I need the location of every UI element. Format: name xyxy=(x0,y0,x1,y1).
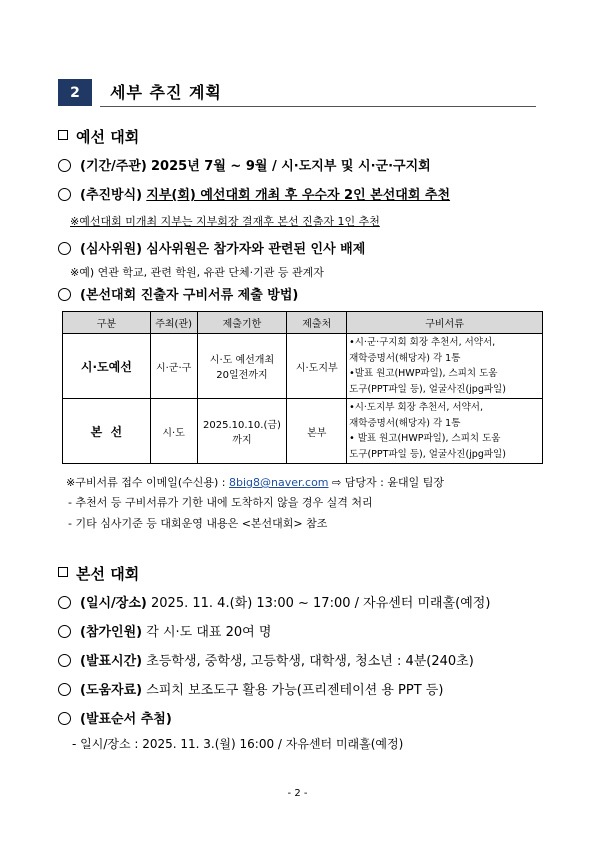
square-bullet-icon xyxy=(58,567,68,577)
doc-line: •발표 원고(HWP파일), 스피치 도움 xyxy=(349,368,498,379)
table-cell-deadline xyxy=(197,399,287,464)
circle-bullet-icon xyxy=(58,288,71,301)
contact-person: ⇨ 담당자 : 윤대일 팀장 xyxy=(328,476,444,489)
doc-line: • 발표 원고(HWP파일), 스피치 도움 xyxy=(349,433,501,444)
table-cell-category: 시·도예선 xyxy=(63,334,151,399)
section-divider xyxy=(100,106,536,107)
square-bullet-icon xyxy=(58,130,68,140)
final-heading xyxy=(58,563,139,584)
table-row xyxy=(63,334,543,399)
prelim-note-1 xyxy=(70,213,380,229)
prelim-item-method xyxy=(58,184,450,203)
doc-line: 도구(PPT파일 등), 얼굴사진(jpg파일) xyxy=(349,383,506,395)
prelim-note-2: ※예) 연관 학교, 관련 학원, 유관 단체·기관 등 관계자 xyxy=(70,266,324,279)
table-header-row xyxy=(63,312,543,334)
item-label: (심사위원) xyxy=(80,242,143,257)
requirements-table xyxy=(62,311,543,464)
dash-note-1: - 추천서 등 구비서류가 기한 내에 도착하지 않을 경우 실격 처리 xyxy=(68,496,373,509)
item-text: 스피치 보조도구 활용 가능(프리젠테이션 용 PPT 등) xyxy=(146,683,444,698)
note-text: ※예선대회 미개최 지부는 지부회장 결재후 본선 진출자 1인 추천 xyxy=(70,215,380,228)
circle-bullet-icon xyxy=(58,596,71,609)
final-item-datetime xyxy=(58,592,490,611)
item-label: (도움자료) xyxy=(80,683,143,698)
prelim-item-judges xyxy=(58,238,365,257)
table-cell-documents xyxy=(347,334,543,399)
item-label: (일시/장소) xyxy=(80,596,147,611)
doc-line: 도구(PPT파일 등), 얼굴사진(jpg파일) xyxy=(349,448,506,460)
email-note xyxy=(66,474,444,490)
item-label: (추진방식) xyxy=(80,188,143,203)
final-item-time xyxy=(58,650,474,669)
final-item-aids xyxy=(58,679,443,698)
circle-bullet-icon xyxy=(58,683,71,696)
doc-line: •시·도지부 회장 추천서, 서약서, xyxy=(349,402,483,413)
final-dash-note: - 일시/장소 : 2025. 11. 3.(월) 16:00 / 자유센터 미래홀(예정) xyxy=(72,737,404,751)
item-text: 심사위원은 참가자와 관련된 인사 배제 xyxy=(146,242,366,257)
table-header-cell: 구분 xyxy=(63,312,151,334)
email-note-prefix: ※구비서류 접수 이메일(수신용) : xyxy=(66,476,230,489)
table-cell-documents xyxy=(347,399,543,464)
circle-bullet-icon xyxy=(58,188,71,201)
table-cell-destination: 본부 xyxy=(287,399,347,464)
section-number-badge: 2 xyxy=(58,79,92,106)
table-header-cell: 제출기한 xyxy=(197,312,287,334)
table-cell-host: 시·군·구 xyxy=(150,334,197,399)
deadline-line: 까지 xyxy=(232,435,252,446)
prelim-item-period xyxy=(58,155,431,174)
table-cell-host: 시·도 xyxy=(150,399,197,464)
deadline-line: 20일전까지 xyxy=(216,370,268,381)
table-cell-destination: 시·도지부 xyxy=(287,334,347,399)
prelim-heading xyxy=(58,126,139,147)
final-item-draw xyxy=(58,708,172,727)
item-label: (발표순서 추첨) xyxy=(80,712,172,727)
dash-note-2: - 기타 심사기준 등 대회운영 내용은 <본선대회> 참조 xyxy=(68,517,328,530)
circle-bullet-icon xyxy=(58,159,71,172)
final-item-participants xyxy=(58,621,271,640)
item-text: 초등학생, 중학생, 고등학생, 대학생, 청소년 : 4분(240초) xyxy=(146,654,474,669)
section-title: 세부 추진 계획 xyxy=(110,83,222,102)
final-heading-text: 본선 대회 xyxy=(76,565,140,583)
table-row xyxy=(63,399,543,464)
table-header-cell: 주최(관) xyxy=(150,312,197,334)
table-cell-category: 본 선 xyxy=(63,399,151,464)
item-label: (발표시간) xyxy=(80,654,143,669)
item-label: (기간/주관) xyxy=(80,159,147,174)
circle-bullet-icon xyxy=(58,654,71,667)
item-text: 지부(회) 예선대회 개최 후 우수자 2인 본선대회 추천 xyxy=(146,188,451,203)
item-label: (참가인원) xyxy=(80,625,143,640)
item-label: (본선대회 진출자 구비서류 제출 방법) xyxy=(80,288,299,303)
table-header-cell: 구비서류 xyxy=(347,312,543,334)
page-number: - 2 - xyxy=(287,788,308,799)
circle-bullet-icon xyxy=(58,712,71,725)
item-text: 2025년 7월 ~ 9월 / 시·도지부 및 시·군·구지회 xyxy=(151,159,431,174)
prelim-item-documents xyxy=(58,284,298,303)
doc-line: •시·군·구지회 회장 추천서, 서약서, xyxy=(349,337,496,348)
item-text: 각 시·도 대표 20여 명 xyxy=(146,625,272,640)
circle-bullet-icon xyxy=(58,625,71,638)
prelim-heading-text: 예선 대회 xyxy=(76,128,140,146)
deadline-line: 2025.10.10.(금) xyxy=(203,420,281,431)
deadline-line: 시·도 예선개최 xyxy=(209,355,275,366)
doc-line: 재학증명서(해당자) 각 1통 xyxy=(349,352,461,364)
email-link[interactable]: 8big8@naver.com xyxy=(229,476,329,489)
doc-line: 재학증명서(해당자) 각 1통 xyxy=(349,417,461,429)
circle-bullet-icon xyxy=(58,242,71,255)
table-header-cell: 제출처 xyxy=(287,312,347,334)
table-cell-deadline xyxy=(197,334,287,399)
item-text: 2025. 11. 4.(화) 13:00 ~ 17:00 / 자유센터 미래홀(예정) xyxy=(151,596,491,611)
